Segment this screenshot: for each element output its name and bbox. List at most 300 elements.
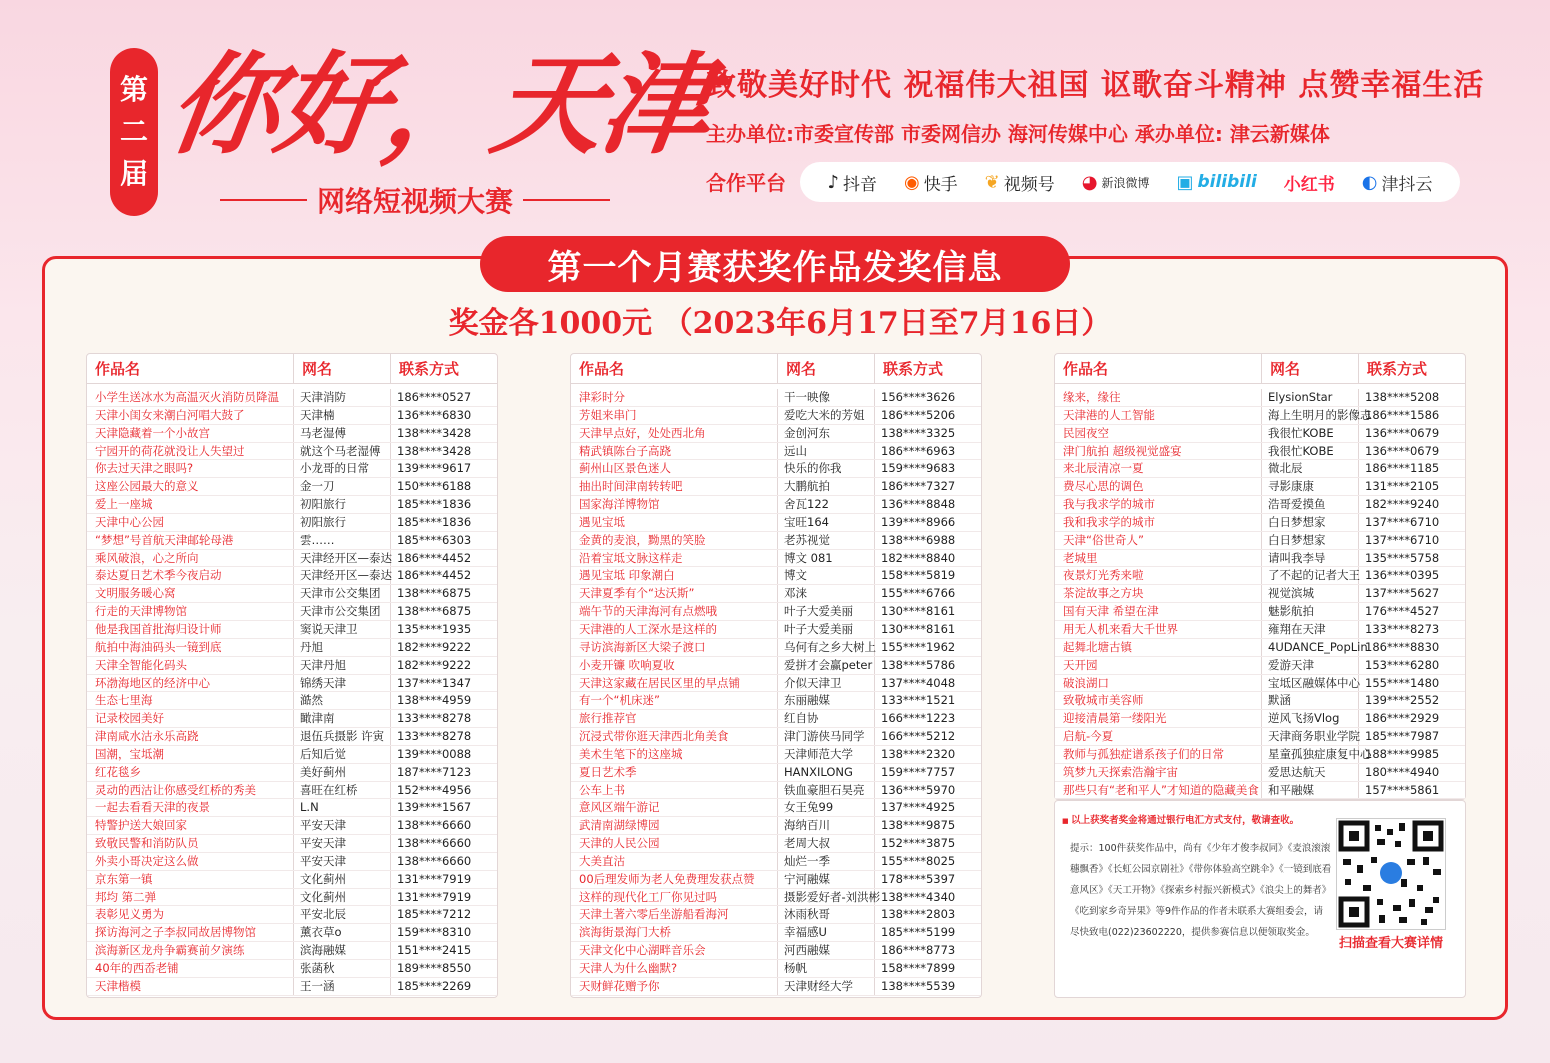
work-title: 有一个“机床迷”: [571, 692, 778, 709]
table-row: [87, 889, 497, 907]
banner-title: 第一个月赛获奖作品发奖信息: [480, 236, 1070, 292]
user-name: 了不起的记者大王: [1262, 567, 1359, 584]
contact-phone: 155****8025: [881, 853, 956, 868]
weibo-icon: ◕: [1081, 171, 1098, 193]
contact-phone: 185****7987: [1365, 729, 1440, 744]
contact-phone: 138****9875: [881, 818, 956, 833]
table-row: [1055, 692, 1465, 710]
table-row: [1055, 425, 1465, 443]
platform-xiaohongshu: [1284, 170, 1335, 195]
table-row: [87, 639, 497, 657]
user-name: 天津楠: [294, 407, 391, 424]
contact-phone: 155****1962: [881, 639, 956, 654]
user-name: 就这个马老湿傅: [294, 443, 391, 460]
contact-phone: 139****0088: [397, 746, 472, 761]
table-row: [1055, 478, 1465, 496]
contact-phone: 138****6660: [397, 853, 472, 868]
contact-phone: 131****2105: [1365, 479, 1440, 494]
table-row: [1055, 496, 1465, 514]
user-name: 马老湿傅: [294, 425, 391, 442]
winners-table-1: [86, 353, 498, 998]
table-row: [1055, 639, 1465, 657]
contact-phone: 136****0395: [1365, 568, 1440, 583]
work-title: 遇见宝坻: [571, 514, 778, 531]
work-title: 这座公园最大的意义: [87, 478, 294, 495]
table-row: [571, 425, 981, 443]
table-body: [1055, 384, 1465, 799]
work-title: 生态七里海: [87, 692, 294, 709]
work-title: 茶淀故事之方块: [1055, 585, 1262, 602]
user-name: 寻影康康: [1262, 478, 1359, 495]
user-name: 介似天津卫: [778, 675, 875, 692]
header-user: 网名: [302, 360, 333, 378]
contact-phone: 159****9683: [881, 461, 956, 476]
contact-phone: 185****6303: [397, 532, 472, 547]
contact-phone: 133****8278: [397, 729, 472, 744]
contact-phone: 182****9240: [1365, 497, 1440, 512]
work-title: 滨海街景海门大桥: [571, 924, 778, 941]
edition-char: 二: [119, 115, 148, 148]
table-row: [1055, 550, 1465, 568]
contact-phone: 137****4048: [881, 675, 956, 690]
work-title: 起舞北塘古镇: [1055, 639, 1262, 656]
qr-code-icon[interactable]: [1336, 818, 1446, 930]
contact-phone: 131****7919: [397, 889, 472, 904]
user-name: 女王兔99: [778, 799, 875, 816]
contest-subtitle: [220, 180, 610, 220]
table-row: [87, 942, 497, 960]
table-row: [571, 835, 981, 853]
contact-phone: 182****9222: [397, 657, 472, 672]
contact-phone: 133****1521: [881, 693, 956, 708]
platform-name: 津抖云: [1381, 174, 1433, 195]
contact-phone: 186****2929: [1365, 711, 1440, 726]
user-name: 红自协: [778, 710, 875, 727]
table-row: [87, 443, 497, 461]
work-title: 蓟州山区景色迷人: [571, 460, 778, 477]
table-row: [571, 692, 981, 710]
user-name: 远山: [778, 443, 875, 460]
user-name: 后知后觉: [294, 746, 391, 763]
user-name: 退伍兵摄影 许寅: [294, 728, 391, 745]
user-name: 老周大叔: [778, 835, 875, 852]
user-name: 海上生明月的影像志: [1262, 407, 1359, 424]
qr-code-graphic: [1337, 819, 1445, 929]
work-title: 天津中心公园: [87, 514, 294, 531]
contact-phone: 131****7919: [397, 871, 472, 886]
table-row: [87, 567, 497, 585]
work-title: 我与我求学的城市: [1055, 496, 1262, 513]
user-name: 幸福感U: [778, 924, 875, 941]
contact-phone: 138****3428: [397, 443, 472, 458]
user-name: 天津市公交集团: [294, 603, 391, 620]
contact-phone: 137****1347: [397, 675, 472, 690]
bilibili-icon: ▣: [1176, 171, 1194, 193]
work-title: 筑梦九天探索浩瀚宇宙: [1055, 764, 1262, 781]
user-name: 爱思达航天: [1262, 764, 1359, 781]
table-row: [87, 407, 497, 425]
table-row: [1055, 514, 1465, 532]
user-name: 博文 081: [778, 550, 875, 567]
user-name: 平安天津: [294, 817, 391, 834]
table-row: [87, 621, 497, 639]
contact-phone: 136****6830: [397, 407, 472, 422]
user-name: 金创河东: [778, 425, 875, 442]
contact-phone: 157****5861: [1365, 782, 1440, 797]
user-name: 宝旺164: [778, 514, 875, 531]
contact-phone: 138****5539: [881, 978, 956, 993]
table-row: [571, 639, 981, 657]
user-name: 宁河融媒: [778, 871, 875, 888]
work-title: 天津的人民公园: [571, 835, 778, 852]
table-row: [571, 728, 981, 746]
platform-name: 快手: [923, 174, 958, 195]
work-title: 旅行推荐官: [571, 710, 778, 727]
user-name: 天津师范大学: [778, 746, 875, 763]
table-row: [87, 960, 497, 978]
user-name: 瞰津南: [294, 710, 391, 727]
work-title: 天财鲜花赠予你: [571, 978, 778, 995]
work-title: 环渤海地区的经济中心: [87, 675, 294, 692]
contact-phone: 182****8840: [881, 550, 956, 565]
contact-phone: 185****2269: [397, 978, 472, 993]
user-name: 美好蓟州: [294, 764, 391, 781]
contact-phone: 137****6710: [1365, 514, 1440, 529]
table-row: [87, 692, 497, 710]
table-row: [87, 532, 497, 550]
work-title: 天津人为什么幽默?: [571, 960, 778, 977]
contact-phone: 182****9222: [397, 639, 472, 654]
work-title: 记录校园美好: [87, 710, 294, 727]
contact-phone: 136****0679: [1365, 443, 1440, 458]
user-name: 乌何有之乡大树上: [778, 639, 875, 656]
table-row: [571, 532, 981, 550]
table-row: [87, 906, 497, 924]
contact-phone: 135****5758: [1365, 550, 1440, 565]
user-name: 邓涞: [778, 585, 875, 602]
table-row: [571, 496, 981, 514]
work-title: 武清南湖绿博园: [571, 817, 778, 834]
work-title: 京东第一镇: [87, 871, 294, 888]
contact-phone: 138****2320: [881, 746, 956, 761]
header-user: 网名: [1270, 360, 1301, 378]
shipinhao-icon: ❦: [984, 171, 1000, 193]
prize-info: 奖金各1000元 （2023年6月17日至7月16日）: [448, 306, 1112, 341]
table-row: [571, 603, 981, 621]
user-name: 视觉滨城: [1262, 585, 1359, 602]
table-row: [87, 425, 497, 443]
work-title: 天津这家藏在居民区里的早点铺: [571, 675, 778, 692]
contact-phone: 186****0527: [397, 390, 472, 404]
work-title: 费尽心思的调色: [1055, 478, 1262, 495]
work-title: 寻访滨海新区大梁子渡口: [571, 639, 778, 656]
user-name: 张菡秋: [294, 960, 391, 977]
work-title: 天津早点好，处处西北角: [571, 425, 778, 442]
table-row: [87, 817, 497, 835]
work-title: 意风区端午游记: [571, 799, 778, 816]
platform-name: 小红书: [1283, 174, 1335, 195]
work-title: 金黄的麦浪，黝黑的笑脸: [571, 532, 778, 549]
contact-phone: 139****8966: [881, 514, 956, 529]
contact-phone: 130****8161: [881, 604, 956, 619]
work-title: 精武镇陈台子高跷: [571, 443, 778, 460]
work-title: 小麦开镰 吹响夏收: [571, 657, 778, 674]
work-title: 夜景灯光秀来啦: [1055, 567, 1262, 584]
work-title: 天津文化中心湖畔音乐会: [571, 942, 778, 959]
platform-name: 新浪微博: [1101, 175, 1150, 190]
work-title: 乘风破浪，心之所向: [87, 550, 294, 567]
user-name: 初阳旅行: [294, 496, 391, 513]
contact-phone: 178****5397: [881, 871, 956, 886]
table-row: [1055, 567, 1465, 585]
work-title: 邦均 第二弹: [87, 889, 294, 906]
user-name: 澔然: [294, 692, 391, 709]
table-row: [87, 514, 497, 532]
contact-phone: 159****7757: [881, 764, 956, 779]
user-name: 请叫我李导: [1262, 550, 1359, 567]
user-name: 津门游侠马同学: [778, 728, 875, 745]
work-title: 津南咸水沽永乐高跷: [87, 728, 294, 745]
platform-jindouyun: [1362, 170, 1433, 195]
work-title: 大美直沽: [571, 853, 778, 870]
work-title: 文明服务暖心窝: [87, 585, 294, 602]
header-title: 作品名: [579, 360, 625, 378]
table-row: [87, 710, 497, 728]
contact-phone: 185****7212: [397, 907, 472, 922]
user-name: 文化蓟州: [294, 871, 391, 888]
work-title: 抽出时间津南转转吧: [571, 478, 778, 495]
jindouyun-icon: ◐: [1361, 171, 1378, 193]
user-name: 窦说天津卫: [294, 621, 391, 638]
user-name: 大鹏航拍: [778, 478, 875, 495]
contact-phone: 186****7327: [881, 479, 956, 494]
contact-phone: 159****8310: [397, 925, 472, 940]
table-row: [87, 675, 497, 693]
qr-label: 扫描查看大赛详情: [1338, 936, 1443, 951]
contact-phone: 151****2415: [397, 943, 472, 958]
contact-phone: 137****6710: [1365, 532, 1440, 547]
contact-phone: 138****6660: [397, 836, 472, 851]
user-name: 灿烂一季: [778, 853, 875, 870]
table-row: [87, 871, 497, 889]
table-row: [1055, 710, 1465, 728]
work-title: 来北辰清凉一夏: [1055, 460, 1262, 477]
contact-phone: 166****1223: [881, 711, 956, 726]
contact-phone: 186****6963: [881, 443, 956, 458]
user-name: 老苏视觉: [778, 532, 875, 549]
platform-name: bilibili: [1197, 172, 1257, 192]
work-title: 我和我求学的城市: [1055, 514, 1262, 531]
contact-phone: 166****5212: [881, 729, 956, 744]
table-row: [1055, 621, 1465, 639]
user-name: 杨帆: [778, 960, 875, 977]
table-row: [87, 603, 497, 621]
contact-phone: 153****6280: [1365, 657, 1440, 672]
contact-phone: 152****3875: [881, 836, 956, 851]
user-name: 雲……: [294, 532, 391, 549]
user-name: 爱吃大米的芳姐: [778, 407, 875, 424]
work-title: 教师与孤独症谱系孩子们的日常: [1055, 746, 1262, 763]
header-user: 网名: [786, 360, 817, 378]
user-name: 爱游天津: [1262, 657, 1359, 674]
user-name: 丹旭: [294, 639, 391, 656]
table-row: [1055, 657, 1465, 675]
user-name: 快乐的你我: [778, 460, 875, 477]
table-row: [1055, 585, 1465, 603]
work-title: 国家海洋博物馆: [571, 496, 778, 513]
contact-phone: 156****3626: [881, 390, 956, 404]
platform-shipinhao: [985, 170, 1055, 195]
work-title: 遇见宝坻 印象潮白: [571, 567, 778, 584]
user-name: 天津商务职业学院: [1262, 728, 1359, 745]
table-row: [571, 567, 981, 585]
platform-name: 抖音: [842, 174, 877, 195]
work-title: 美术生笔下的这座城: [571, 746, 778, 763]
table-row: [571, 407, 981, 425]
user-name: 小龙哥的日常: [294, 460, 391, 477]
table-row: [1055, 746, 1465, 764]
contact-phone: 138****6875: [397, 604, 472, 619]
contact-phone: 137****5627: [1365, 586, 1440, 601]
user-name: 白日梦想家: [1262, 532, 1359, 549]
work-title: 破浪湖口: [1055, 675, 1262, 692]
work-title: 天津全智能化码头: [87, 657, 294, 674]
table-row: [571, 514, 981, 532]
contact-phone: 187****7123: [397, 764, 472, 779]
work-title: 航拍中海油码头一镜到底: [87, 639, 294, 656]
work-title: 这样的现代化工厂你见过吗: [571, 889, 778, 906]
table-row: [1055, 407, 1465, 425]
platform-kuaishou: [904, 170, 958, 195]
user-name: 河西融媒: [778, 942, 875, 959]
work-title: 表彰见义勇为: [87, 906, 294, 923]
contact-phone: 186****5206: [881, 407, 956, 422]
user-name: 摄影爱好者-刘洪彬: [778, 889, 875, 906]
table-row: [571, 889, 981, 907]
user-name: 我很忙KOBE: [1262, 443, 1359, 460]
table-row: [571, 710, 981, 728]
table-row: [571, 960, 981, 978]
work-title: 国有天津 希望在津: [1055, 603, 1262, 620]
contact-phone: 138****6875: [397, 586, 472, 601]
contest-subtitle-text: 网络短视频大赛: [317, 185, 514, 218]
user-name: 叶子大爱美丽: [778, 603, 875, 620]
table-row: [87, 460, 497, 478]
user-name: 天津经开区—泰达: [294, 550, 391, 567]
contact-phone: 130****8161: [881, 621, 956, 636]
contact-phone: 158****7899: [881, 961, 956, 975]
user-name: 微北辰: [1262, 460, 1359, 477]
work-title: 沿着宝坻文脉这样走: [571, 550, 778, 567]
user-name: 舍瓦122: [778, 496, 875, 513]
user-name: 白日梦想家: [1262, 514, 1359, 531]
work-title: 天津小闺女来潮白河唱大鼓了: [87, 407, 294, 424]
work-title: 红花毯乡: [87, 764, 294, 781]
work-title: 40年的西岙老铺: [87, 960, 294, 977]
work-title: 爱上一座城: [87, 496, 294, 513]
work-title: 天开园: [1055, 657, 1262, 674]
work-title: 天津“俗世奇人”: [1055, 532, 1262, 549]
table-row: [571, 585, 981, 603]
table-row: [571, 924, 981, 942]
work-title: 老城里: [1055, 550, 1262, 567]
user-name: 天津经开区—泰达: [294, 567, 391, 584]
header-contact: 联系方式: [1367, 360, 1428, 378]
contact-phone: 139****2552: [1365, 693, 1440, 708]
contact-phone: 186****8773: [881, 943, 956, 958]
table-row: [571, 460, 981, 478]
unclaimed-hint: 提示：100件获奖作品中，尚有《少年才俊李叔同》《麦浪滚滚穗飘香》《长虹公园京剧社》《带你体验高空跳伞》《一镜到底看意风区》《天工开物》《探索乡村振兴新模式》《浪尖上的舞者》《吃到家乡奇异果》等9件作品的作者未联系大赛组委会，请尽快致电(022)23602220，提供参赛信息以便领取奖金。: [1070, 843, 1332, 938]
table-row: [571, 799, 981, 817]
work-title: 那些只有“老和平人”才知道的隐藏美食: [1055, 782, 1262, 799]
contact-phone: 186****1586: [1365, 407, 1440, 422]
work-title: 民园夜空: [1055, 425, 1262, 442]
user-name: 金一刀: [294, 478, 391, 495]
organizer-info: 主办单位:市委宣传部 市委网信办 海河传媒中心 承办单位: 津云新媒体: [706, 122, 1330, 146]
table-row: [1055, 532, 1465, 550]
contact-phone: 138****2803: [881, 907, 956, 922]
contact-phone: 180****4940: [1365, 764, 1440, 779]
table-row: [571, 443, 981, 461]
user-name: 星童孤独症康复中心: [1262, 746, 1359, 763]
work-title: 00后理发师为老人免费理发获点赞: [571, 871, 778, 888]
work-title: 探访海河之子李叔同故居博物馆: [87, 924, 294, 941]
user-name: 博文: [778, 567, 875, 584]
user-name: 爱拼才会赢peter: [778, 657, 875, 674]
edition-char: 第: [119, 73, 148, 106]
contact-phone: 139****9617: [397, 461, 472, 476]
contact-phone: 158****5819: [881, 568, 956, 583]
work-title: 公车上书: [571, 782, 778, 799]
table-row: [1055, 443, 1465, 461]
table-row: [571, 978, 981, 996]
contact-phone: 150****6188: [397, 479, 472, 494]
table-row: [1055, 675, 1465, 693]
work-title: 津门航拍 超级视觉盛宴: [1055, 443, 1262, 460]
platform-name: 视频号: [1003, 174, 1055, 195]
platform-douyin: [827, 170, 877, 195]
table-row: [87, 782, 497, 800]
work-title: 灵动的西沽让你感受红桥的秀美: [87, 782, 294, 799]
table-header: [87, 354, 497, 384]
work-title: 外卖小哥决定这么做: [87, 853, 294, 870]
user-name: 天津消防: [294, 389, 391, 406]
contest-title: 你好，天津: [161, 40, 720, 169]
work-title: 你去过天津之眼吗?: [87, 460, 294, 477]
platform-weibo: [1082, 172, 1150, 193]
user-name: 魅影航拍: [1262, 603, 1359, 620]
work-title: 泰达夏日艺术季今夜启动: [87, 567, 294, 584]
work-title: 致敬城市美容师: [1055, 692, 1262, 709]
work-title: 夏日艺术季: [571, 764, 778, 781]
user-name: 滨海融媒: [294, 942, 391, 959]
table-row: [571, 853, 981, 871]
table-row: [87, 550, 497, 568]
work-title: 一起去看看天津的夜景: [87, 799, 294, 816]
table-header: [1055, 354, 1465, 384]
user-name: 平安天津: [294, 835, 391, 852]
contact-phone: 186****1185: [1365, 461, 1440, 476]
contact-phone: 138****3428: [397, 425, 472, 440]
contact-phone: 176****4527: [1365, 604, 1440, 619]
user-name: 东丽融媒: [778, 692, 875, 709]
table-header: [571, 354, 981, 384]
divider: [220, 199, 307, 201]
user-name: 浩哥爱摸鱼: [1262, 496, 1359, 513]
contact-phone: 138****3325: [881, 425, 956, 440]
user-name: ElysionStar: [1262, 389, 1359, 406]
table-row: [1055, 782, 1465, 800]
